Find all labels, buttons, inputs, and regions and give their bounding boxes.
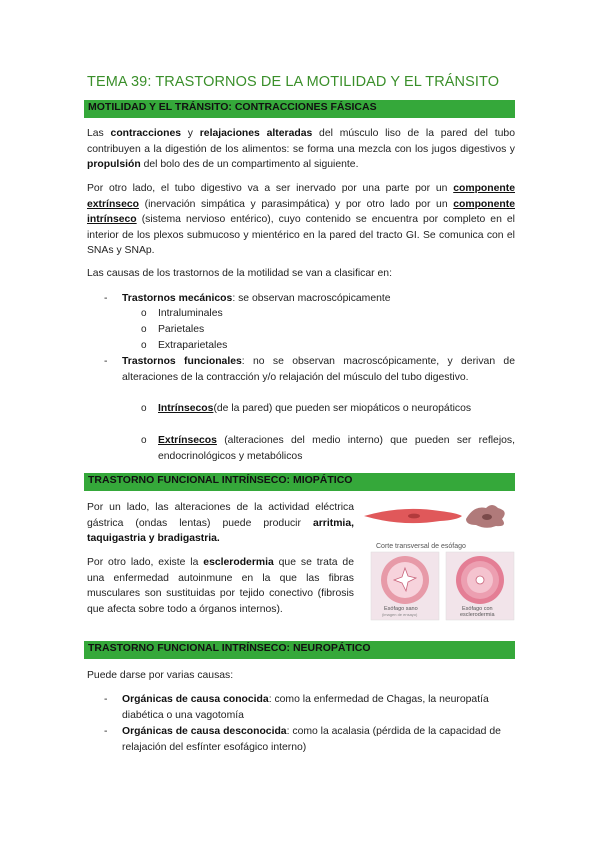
section-heading-motilidad: MOTILIDAD Y EL TRÁNSITO: CONTRACCIONES FÁSICAS bbox=[84, 100, 515, 118]
healthy-label-1: Esófago sano bbox=[384, 606, 418, 612]
list-bullet-o: o bbox=[141, 403, 147, 414]
scleroderma-lumen bbox=[476, 576, 484, 584]
list-item-funcionales: Trastornos funcionales: no se observan macroscópicamente, y derivan de alteraciones de la contracción y/o relajación del músculo del tubo digestivo. bbox=[122, 356, 515, 383]
list-bullet-dash: - bbox=[104, 293, 108, 304]
figure-caption: Corte transversal de esófago bbox=[376, 543, 466, 550]
underlined-term: componente extrínseco bbox=[87, 183, 515, 210]
list-bullet-dash: - bbox=[104, 726, 108, 737]
list-bullet-dash: - bbox=[104, 694, 108, 705]
muscle-cells-illustration bbox=[362, 499, 514, 531]
fibroblast-nucleus-shape bbox=[482, 514, 492, 520]
list-bullet-o: o bbox=[141, 435, 147, 446]
section-heading-miopatico: TRASTORNO FUNCIONAL INTRÍNSECO: MIOPÁTICO bbox=[84, 473, 515, 491]
list-subitem: Extraparietales bbox=[158, 340, 228, 351]
list-subitem: Intraluminales bbox=[158, 308, 223, 319]
list-subitem-intrinsecos: Intrínsecos(de la pared) que pueden ser miopáticos o neuropáticos bbox=[158, 403, 472, 414]
list-bullet-o: o bbox=[141, 340, 147, 351]
paragraph-actividad-electrica: Por un lado, las alteraciones de la actividad eléctrica gástrica (ondas lentas) puede producir arritmia, taquigastria y bradigastria. bbox=[87, 502, 354, 545]
scleroderma-label-2: esclerodermia bbox=[460, 612, 495, 618]
list-subitem-extrinsecos: Extrínsecos (alteraciones del medio interno) que pueden ser reflejos, endocrinológicos y metabólicos bbox=[158, 435, 515, 462]
page-title: TEMA 39: TRASTORNOS DE LA MOTILIDAD Y EL TRÁNSITO bbox=[87, 74, 500, 90]
list-item-causa-conocida: Orgánicas de causa conocida: como la enfermedad de Chagas, la neuropatía diabética o una vagotomía bbox=[122, 694, 489, 721]
list-bullet-o: o bbox=[141, 324, 147, 335]
list-subitem: Parietales bbox=[158, 324, 205, 335]
bold-term: contracciones bbox=[110, 128, 181, 139]
paragraph-causas: Las causas de los trastornos de la motilidad se van a clasificar en: bbox=[87, 268, 392, 279]
section-heading-neuropatico: TRASTORNO FUNCIONAL INTRÍNSECO: NEUROPÁTICO bbox=[84, 641, 515, 659]
list-bullet-o: o bbox=[141, 308, 147, 319]
cell-nucleus-shape bbox=[408, 514, 420, 519]
bold-term: relajaciones alteradas bbox=[199, 128, 313, 139]
healthy-label-2: (imagen de ensayo) bbox=[382, 612, 418, 617]
list-bullet-dash: - bbox=[104, 356, 108, 367]
bold-term: propulsión bbox=[87, 159, 141, 171]
paragraph-esclerodermia: Por otro lado, existe la esclerodermia que se trata de una enfermedad autoinmune en la que las fibras musculares son sustituidas por tejido conectivo (fibrosis que afecta sobre todo a órganos internos). bbox=[87, 557, 354, 615]
paragraph-inervacion: Por otro lado, el tubo digestivo va a ser inervado por una parte por un componente extrínseco (inervación simpática y parasimpática) y por otro lado por un componente intrínseco (sistema nervioso entérico), cuyo contenido se encuentra por completo en el interior de los plexos submucoso y mientérico en la pared del tracto GI. Se comunica con el SNAs y SNAp. bbox=[87, 183, 515, 257]
list-item-mecanicos: Trastornos mecánicos: se observan macroscópicamente bbox=[122, 293, 391, 304]
underlined-term: componente intrínseco bbox=[87, 198, 515, 226]
paragraph-contracciones: Las contracciones y relajaciones alteradas del músculo liso de la pared del tubo contribuyen a la digestión de los alimentos: se forma una mezcla con los jugos digestivos y propulsión del bolo des de un compartimento al siguiente. bbox=[87, 128, 515, 171]
paragraph-varias-causas: Puede darse por varias causas: bbox=[87, 670, 234, 681]
esophagus-figure bbox=[370, 540, 516, 624]
list-item-causa-desconocida: Orgánicas de causa desconocida: como la acalasia (pérdida de la capacidad de relajación del esfínter esofágico interno) bbox=[122, 726, 501, 753]
scleroderma-label-1: Esófago con bbox=[462, 606, 493, 612]
